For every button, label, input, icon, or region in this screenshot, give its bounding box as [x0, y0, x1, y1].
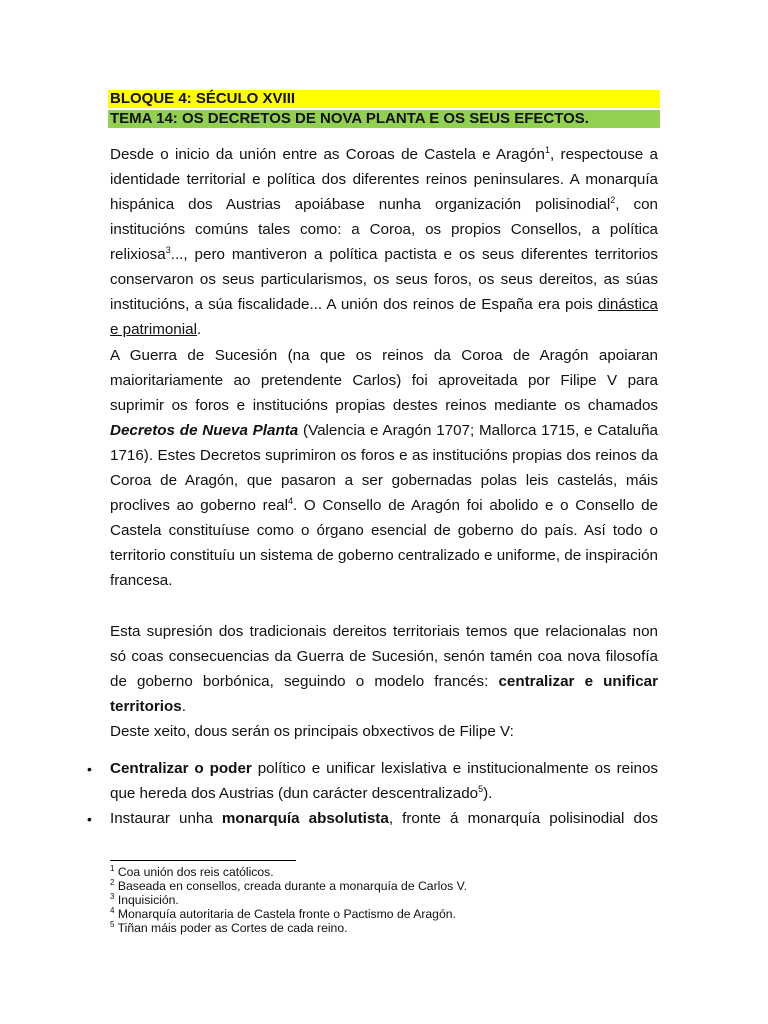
topic-heading: TEMA 14: OS DECRETOS DE NOVA PLANTA E OS SEUS EFECTOS.	[108, 110, 660, 128]
text-line: territorio constituíu un sistema de goberno centralizado e uniforme, de inspiración	[110, 547, 658, 564]
text-line: Coroa de Aragón, que pasaron a ser gobernadas polas leis castelás, máis	[110, 472, 658, 489]
text-line: 1716). Estes Decretos suprimiron os foros e as institucións propias dos reinos da	[110, 447, 658, 464]
text-line: territorios.	[110, 698, 186, 715]
footnote-ref[interactable]: 4	[287, 495, 293, 506]
bullet-marker: •	[87, 811, 92, 827]
list-item: Centralizar o poder político e unificar lexislativa e institucionalmente os reinos	[110, 760, 658, 777]
footnote-ref[interactable]: 2	[610, 194, 616, 205]
footnote-ref[interactable]: 5	[478, 783, 484, 794]
text-line: institucións comúns tales como: a Coroa, os propios Consellos, a política	[110, 221, 658, 238]
bold-term: monarquía absolutista	[221, 810, 389, 827]
text-line: e patrimonial.	[110, 321, 202, 338]
text-line: relixiosa$^3$..., pero mantiveron a política pactista e os seus diferentes territorios	[110, 244, 658, 263]
text-line: de goberno borbónica, seguindo o modelo francés: centralizar e unificar	[110, 673, 659, 690]
text-line: Esta supresión dos tradicionais dereitos territoriais temos que relacionalas non	[110, 623, 658, 640]
text-line: proclives ao goberno real$^4$. O Consello de Aragón foi abolido e o Consello de	[110, 495, 658, 514]
footnote: $^5$ Tiñan máis poder as Cortes de cada reino.	[110, 919, 348, 935]
bold-term: Centralizar o poder	[110, 760, 252, 777]
footnote-separator	[110, 860, 296, 861]
bold-term: centralizar e unificar	[498, 673, 659, 690]
footnote-ref[interactable]: 3	[165, 244, 171, 255]
list-item-continuation: que hereda dos Austrias (dun carácter descentralizado$^5$).	[110, 783, 493, 802]
footnote: $^1$ Coa unión dos reis católicos.	[110, 863, 274, 879]
underlined-term: e patrimonial	[110, 321, 197, 338]
text-line: hispánica dos Austrias apoiábase nunha organización polisinodial$^2$, con	[110, 194, 658, 213]
emphasis-title: Decretos de Nueva Planta	[110, 422, 299, 439]
footnote: $^2$ Baseada en consellos, creada durante a monarquía de Carlos V.	[110, 877, 467, 893]
text-line: identidade territorial e política dos diferentes reinos peninsulares. A monarquía	[110, 171, 658, 188]
text-line: só coas consecuencias da Guerra de Sucesión, senón tamén coa nova filosofía	[110, 648, 658, 665]
text-line: francesa.	[110, 572, 173, 589]
list-item: Instaurar unha monarquía absolutista, fronte á monarquía polisinodial dos	[110, 810, 658, 827]
text-line: Decretos de Nueva Planta (Valencia e Aragón 1707; Mallorca 1715, e Cataluña	[110, 422, 659, 439]
block-heading: BLOQUE 4: SÉCULO XVIII	[108, 90, 660, 108]
bold-term: territorios	[110, 698, 182, 715]
text-line: Desde o inicio da unión entre as Coroas de Castela e Aragón$^1$, respectouse a	[110, 144, 659, 163]
footnote: $^4$ Monarquía autoritaria de Castela fronte o Pactismo de Aragón.	[110, 905, 456, 921]
text-line: suprimir os foros e institucións propias destes reinos mediante os chamados	[110, 397, 658, 414]
text-line: conservaron os seus particularismos, os seus foros, os seus dereitos, as súas	[110, 271, 658, 288]
text-line: Castela constituíuse como o órgano esencial de goberno do país. Así todo o	[110, 522, 658, 539]
footnote-ref[interactable]: 1	[544, 144, 550, 155]
text-line: maioritariamente ao pretendente Carlos) foi aproveitada por Filipe V para	[110, 372, 658, 389]
text-line: Deste xeito, dous serán os principais obxectivos de Filipe V:	[110, 723, 514, 740]
bullet-marker: •	[87, 761, 92, 777]
text-line: A Guerra de Sucesión (na que os reinos da Coroa de Aragón apoiaran	[110, 347, 658, 364]
text-line: institucións, a súa fiscalidade... A unión dos reinos de España era pois dinástica	[110, 296, 658, 313]
footnote: $^3$ Inquisición.	[110, 891, 179, 907]
underlined-term: dinástica	[598, 296, 658, 313]
